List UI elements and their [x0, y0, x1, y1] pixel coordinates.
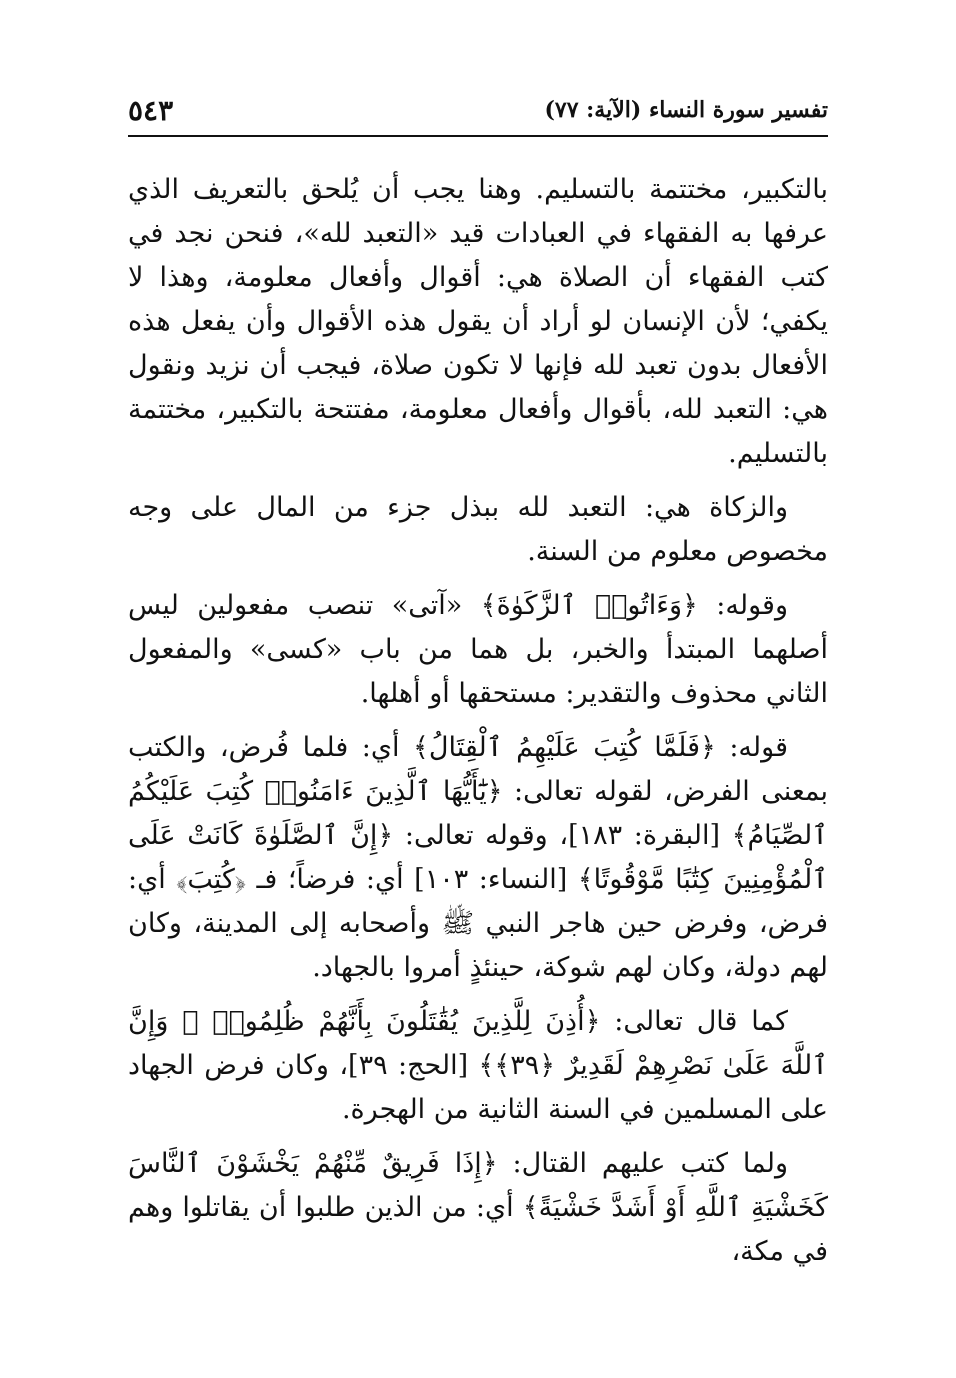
paragraph-salah-definition: بالتكبير، مختتمة بالتسليم. وهنا يجب أن يُلحق بالتعريف الذي عرفها به الفقهاء في العبادات قيد «التعبد لله»، فنحن نجد في كتب الفقهاء أن الصلاة هي: أقوال وأفعال معلومة، وهذا لا يكفي؛ لأن الإنسان لو أراد أن يقول هذه الأقوال وأن يفعل هذه الأفعال بدون تعبد لله فإنها لا تكون صلاة، فيجب أن نزيد ونقول هي: التعبد لله، بأقوال وأفعال معلومة، مفتتحة بالتكبير، مختتمة بالتسليم. [128, 174, 828, 469]
page-header [128, 90, 828, 130]
paragraph-udhina: كما قال تعالى: ﴿أُذِنَ لِلَّذِينَ يُقَٰتَلُونَ بِأَنَّهُمْ ظُلِمُوا۟ ۚ وَإِنَّ ٱللَّهَ عَلَىٰ نَصْرِهِمْ لَقَدِيرٌ ﴿٣٩﴾﴾ [الحج: ٣٩]، وكان فرض الجهاد على المسلمين في السنة الثانية من الهجرة. [128, 1006, 829, 1125]
page-number: ٥٤٣ [128, 93, 174, 127]
header-title: تفسير سورة النساء (الآية: ٧٧) [544, 97, 828, 123]
paragraph-kutiba-qital: قوله: ﴿فَلَمَّا كُتِبَ عَلَيْهِمُ ٱلْقِتَالُ﴾ أي: فلما فُرض، والكتب بمعنى الفرض، لقوله تعالى: ﴿يَٰٓأَيُّهَا ٱلَّذِينَ ءَامَنُوا۟ كُتِبَ عَلَيْكُمُ ٱلصِّيَامُ﴾ [البقرة: ١٨٣]، وقوله تعالى: ﴿إِنَّ ٱلصَّلَوٰةَ كَانَتْ عَلَى ٱلْمُؤْمِنِينَ كِتَٰبًا مَّوْقُوتًا﴾ [النساء: ١٠٣] أي: فرضاً؛ فـ ﴿كُتِبَ﴾ أي: فرض، وفرض حين هاجر النبي ﷺ وأصحابه إلى المدينة، وكان لهم دولة، وكان لهم شوكة، حينئذٍ أمروا بالجهاد. [128, 732, 829, 983]
header-divider [128, 135, 828, 137]
paragraph-atu-zakah: وقوله: ﴿وَءَاتُوا۟ ٱلزَّكَوٰةَ﴾ «آتى» تنصب مفعولين ليس أصلهما المبتدأ والخبر، بل هما من باب «كسى» والمفعول الثاني محذوف والتقدير: مستحقها أو أهلها. [128, 590, 828, 709]
paragraph-zakah-definition: والزكاة هي: التعبد لله ببذل جزء من المال على وجه مخصوص معلوم من السنة. [128, 492, 828, 567]
paragraph-fariq-minhum: ولما كتب عليهم القتال: ﴿إِذَا فَرِيقٌ مِّنْهُمْ يَخْشَوْنَ ٱلنَّاسَ كَخَشْيَةِ ٱللَّهِ أَوْ أَشَدَّ خَشْيَةً﴾ أي: من الذين طلبوا أن يقاتلوا وهم في مكة، [128, 1148, 828, 1267]
page-body [128, 168, 828, 1284]
